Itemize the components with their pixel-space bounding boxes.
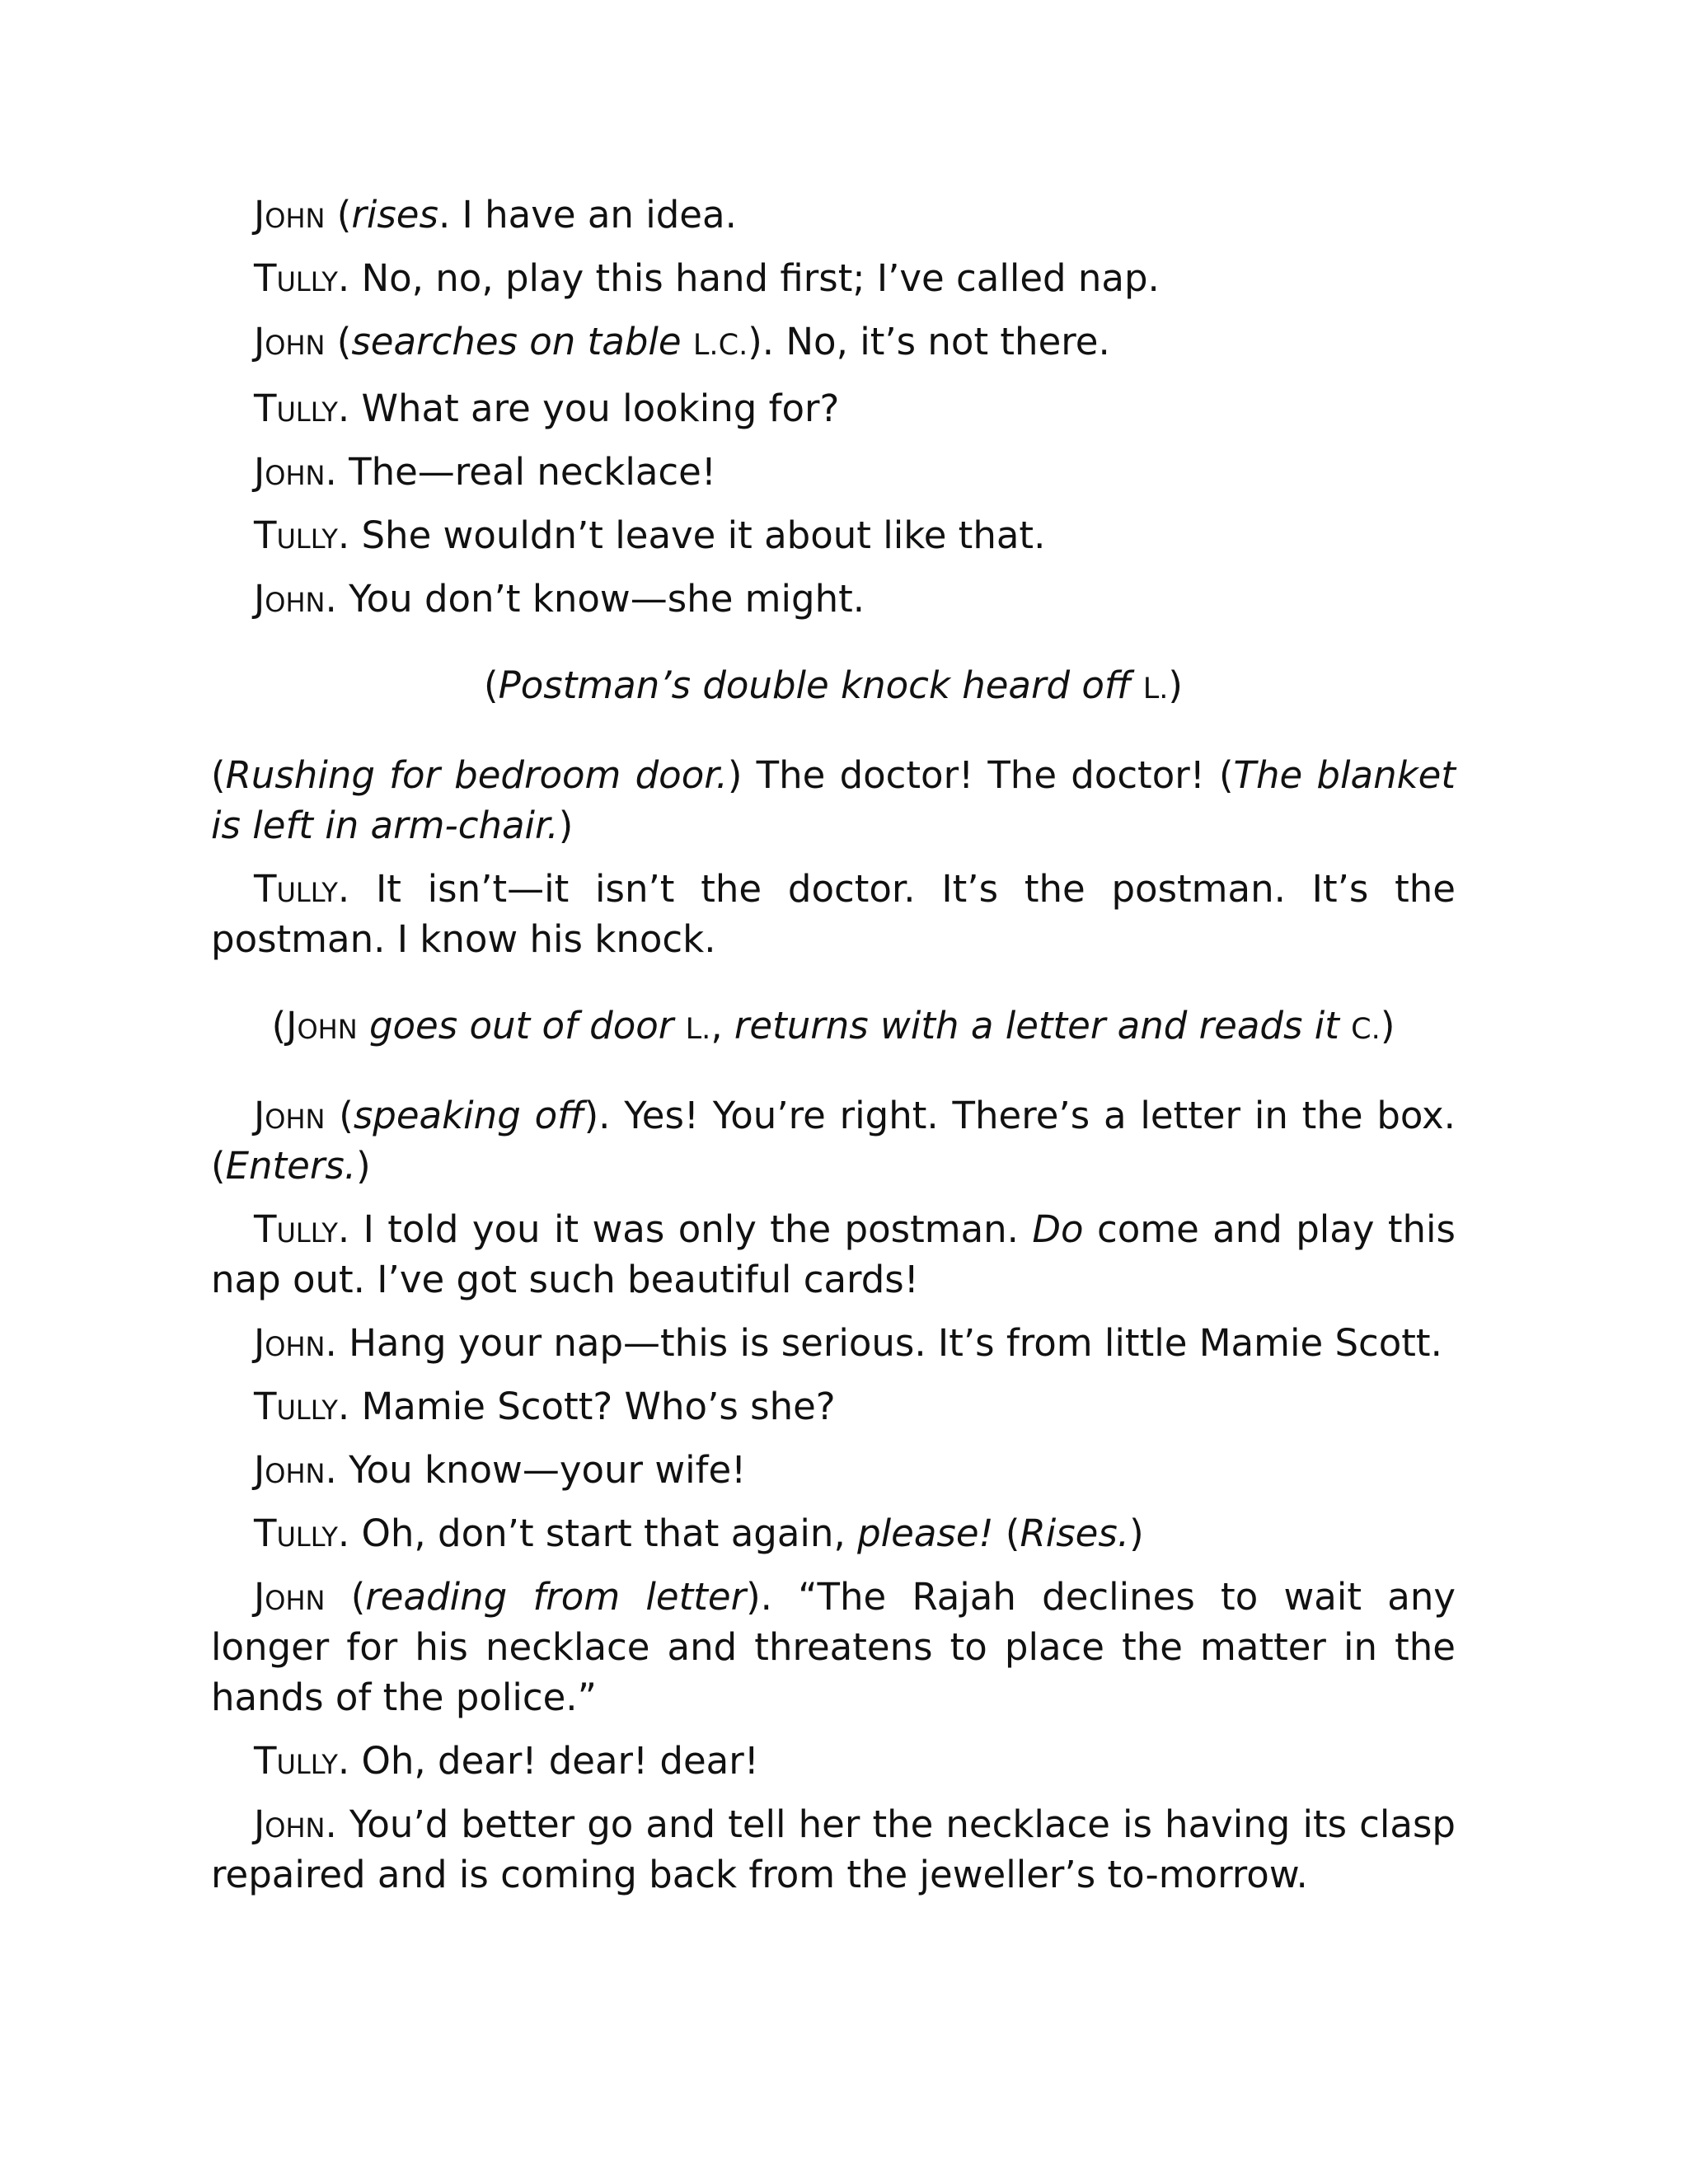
stage-direction-inline: The blanket is left in arm-chair. [211,753,1456,847]
speaker-name: John [286,1004,358,1047]
dialogue-line-john-clasp [211,1799,1456,1900]
dialogue-line-john-reading: John (reading from letter). “The Rajah declines to wait any longer for his necklace and threatens to place the matter in the hands of the police.” [211,1575,1456,1719]
stage-direction-text: returns with a letter and reads it [734,1004,1339,1047]
dialogue-line-rushing: (Rushing for bedroom door.) The doctor! The doctor! (The blanket is left in arm-chair.) [211,753,1456,847]
emphasis-text: Do [1032,1207,1084,1251]
stage-direction-inline: reading from letter [365,1575,747,1619]
speaker-name: Tully [254,387,338,430]
dialogue-text: . I told you it was only the postman. [337,1207,1033,1251]
speaker-name: Tully [254,1207,338,1251]
dialogue-line-john-searches: John (searches on table L.C.). No, it’s not there. [254,320,1110,363]
dialogue-text: . Mamie Scott? Who’s she? [337,1385,836,1428]
dialogue-text: . You don’t know—she might. [325,577,865,621]
dialogue-line-tully-looking [211,383,1456,434]
speaker-name: John [254,577,326,621]
dialogue-text: ). “The Rajah declines to wait any longer for his necklace and threatens to place the matter in the hands of the police.” [211,1575,1456,1719]
stage-position: L. [1142,672,1169,705]
dialogue-line-tully-told [211,1204,1456,1305]
dialogue-text: . You know—your wife! [325,1448,747,1492]
stage-direction-inline: Enters. [225,1144,357,1188]
speaker-name: Tully [254,867,338,911]
dialogue-line-tully-leave [211,510,1456,560]
dialogue-line-john-rises: John (rises. I have an idea. [254,193,737,237]
stage-direction-inline: rises [351,193,438,237]
dialogue-text: The doctor! The doctor! ( [742,753,1234,797]
speaker-name: John [254,1575,326,1619]
speaker-name: John [254,193,326,237]
dialogue-text: ). No, it’s not there. [748,320,1110,363]
stage-direction-inline: searches on table [351,320,682,363]
dialogue-line-john-speaking-off: John (speaking off). Yes! You’re right. There’s a letter in the box. (Enters.) [211,1094,1456,1188]
dialogue-line-tully-dear [211,1736,1456,1786]
stage-direction-postman: (Postman’s double knock heard off L.) [484,663,1183,707]
speaker-name: John [254,450,326,494]
speaker-name: John [254,1448,326,1492]
dialogue-line-tully-knock [211,864,1456,964]
stage-direction-inline: Rises. [1020,1511,1130,1555]
dialogue-text: . No, no, play this hand first; I’ve called nap. [337,256,1160,300]
dialogue-text: . Hang your nap—this is serious. It’s from little Mamie Scott. [325,1321,1442,1365]
dialogue-line-tully-nap [211,253,1456,303]
dialogue-text: . You’d better go and tell her the necklace is having its clasp repaired and is coming back from the jeweller’s to-morrow. [211,1802,1456,1896]
speaker-name: John [254,1094,326,1137]
speaker-name: Tully [254,256,338,300]
speaker-name: Tully [254,1739,338,1783]
stage-direction-text: Postman’s double knock heard off [498,663,1132,707]
dialogue-line-john-necklace [211,447,1456,497]
stage-position: L. [685,1012,711,1046]
speaker-name: Tully [254,1511,338,1555]
stage-direction-letter: (John goes out of door L., returns with a letter and reads it C.) [271,1004,1395,1047]
dialogue-text: . The—real necklace! [325,450,716,494]
speaker-name: Tully [254,1385,338,1428]
dialogue-line-tully-please: Tully. Oh, don’t start that again, please! (Rises.) [254,1511,1144,1555]
stage-position: L.C. [692,328,748,362]
emphasis-text: please! [857,1511,994,1555]
stage-direction-inline: Rushing for bedroom door. [225,753,728,797]
speaker-name: John [254,320,326,363]
dialogue-line-john-might [211,574,1456,624]
stage-position: C. [1351,1012,1381,1046]
stage-direction-text: goes out of door [368,1004,674,1047]
dialogue-text: come and play this nap out. I’ve got such beautiful cards! [211,1207,1456,1301]
dialogue-text: . Oh, don’t start that again, [337,1511,858,1555]
dialogue-text: . It isn’t—it isn’t the doctor. It’s the postman. It’s the postman. I know his knock. [211,867,1456,961]
speaker-name: John [254,1802,326,1846]
dialogue-text: . Oh, dear! dear! dear! [337,1739,759,1783]
dialogue-line-john-wife [211,1445,1456,1495]
stage-direction-inline: speaking off [353,1094,584,1137]
speaker-name: Tully [254,513,338,557]
dialogue-line-john-hang [211,1318,1456,1368]
dialogue-text: . She wouldn’t leave it about like that. [337,513,1046,557]
dialogue-text: . What are you looking for? [337,387,840,430]
dialogue-text: . I have an idea. [438,193,737,237]
script-page [211,190,1456,1913]
dialogue-text: ). Yes! You’re right. There’s a letter in the box. ( [211,1094,1456,1188]
dialogue-line-tully-mamie [211,1381,1456,1432]
speaker-name: John [254,1321,326,1365]
